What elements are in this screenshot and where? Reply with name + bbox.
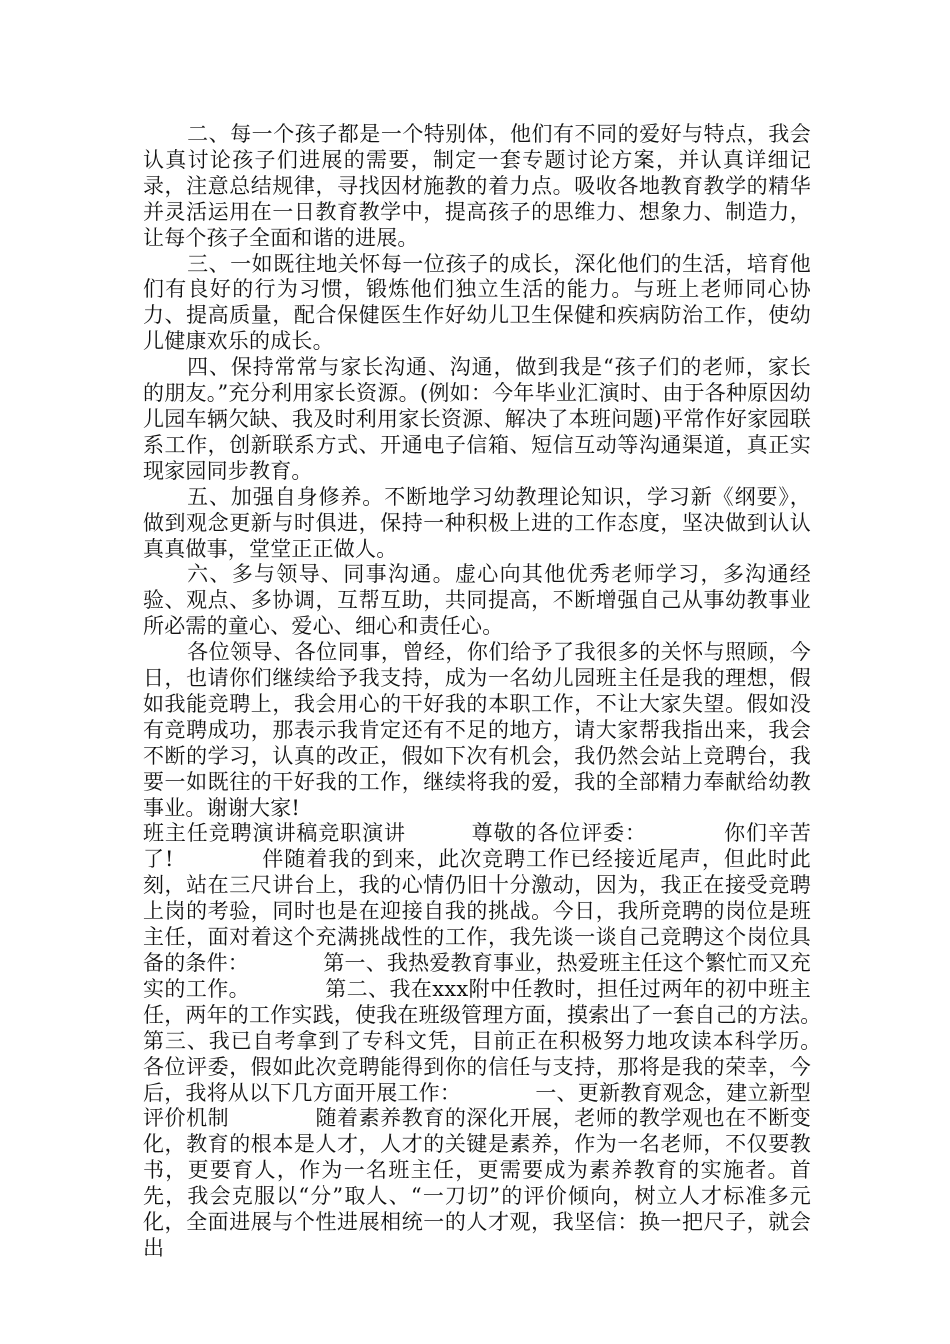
- paragraph-point-three: 三、一如既往地关怀每一位孩子的成长，深化他们的生活，培育他们有良好的行为习惯，锻炼他们独立生活的能力。与班上老师同心协力、提高质量，配合保健医生作好幼儿卫生保健和疾病防治工作，使幼儿健康欢乐的成长。: [143, 251, 811, 354]
- paragraph-point-five: 五、加强自身修养。不断地学习幼教理论知识，学习新《纲要》，做到观念更新与时俱进，保持一种积极上进的工作态度，坚决做到认认真真做事，堂堂正正做人。: [143, 484, 811, 561]
- document-body: [143, 122, 896, 1262]
- paragraph-second-speech: 班主任竞聘演讲稿竞职演讲 尊敬的各位评委： 你们辛苦了! 伴随着我的到来，此次竞聘工作已经接近尾声，但此时此刻，站在三尺讲台上，我的心情仍旧十分激动，因为，我正在接受竞聘上岗的考验，同时也是在迎接自我的挑战。今日，我所竞聘的岗位是班主任，面对着这个充满挑战性的工作，我先谈一谈自己竞聘这个岗位具备的条件： 第一、我热爱教育事业，热爱班主任这个繁忙而又充实的工作。 第二、我在xxx附中任教时，担任过两年的初中班主任，两年的工作实践，使我在班级管理方面，摸索出了一套自己的方法。 第三、我已自考拿到了专科文凭，目前正在积极努力地攻读本科学历。 各位评委，假如此次竞聘能得到你的信任与支持，那将是我的荣幸，今后，我将从以下几方面开展工作： 一、更新教育观念，建立新型评价机制 随着素养教育的深化开展，老师的教学观也在不断变化，教育的根本是人才，人才的关键是素养，作为一名老师，不仅要教书，更要育人，作为一名班主任，更需要成为素养教育的实施者。首先，我会克服以“分”取人、“一刀切”的评价倾向，树立人才标准多元化，全面进展与个性进展相统一的人才观，我坚信：换一把尺子，就会出: [143, 821, 896, 1260]
- paragraph-point-four: 四、保持常常与家长沟通、沟通，做到我是“孩子们的老师，家长的朋友。”充分利用家长资源。(例如：今年毕业汇演时、由于各种原因幼儿园车辆欠缺、我及时利用家长资源、解决了本班问题)平常作好家园联系工作，创新联系方式、开通电子信箱、短信互动等沟通渠道，真正实现家园同步教育。: [143, 355, 811, 483]
- paragraph-closing-remarks: 各位领导、各位同事，曾经，你们给予了我很多的关怀与照顾，今日，也请你们继续给予我支持，成为一名幼儿园班主任是我的理想，假如我能竞聘上，我会用心的干好我的本职工作，不让大家失望。假如没有竞聘成功，那表示我肯定还有不足的地方，请大家帮我指出来，我会不断的学习，认真的改正，假如下次有机会，我仍然会站上竞聘台，我要一如既往的干好我的工作，继续将我的爱，我的全部精力奉献给幼教事业。谢谢大家!: [143, 640, 811, 820]
- paragraph-point-two: 二、每一个孩子都是一个特别体，他们有不同的爱好与特点，我会认真讨论孩子们进展的需要，制定一套专题讨论方案，并认真详细记录，注意总结规律，寻找因材施教的着力点。吸收各地教育教学的精华并灵活运用在一日教育教学中，提高孩子的思维力、想象力、制造力，让每个孩子全面和谐的进展。: [143, 122, 811, 250]
- paragraph-point-six: 六、多与领导、同事沟通。虚心向其他优秀老师学习，多沟通经验、观点、多协调，互帮互助，共同提高，不断增强自己从事幼教事业所必需的童心、爱心、细心和责任心。: [143, 562, 811, 639]
